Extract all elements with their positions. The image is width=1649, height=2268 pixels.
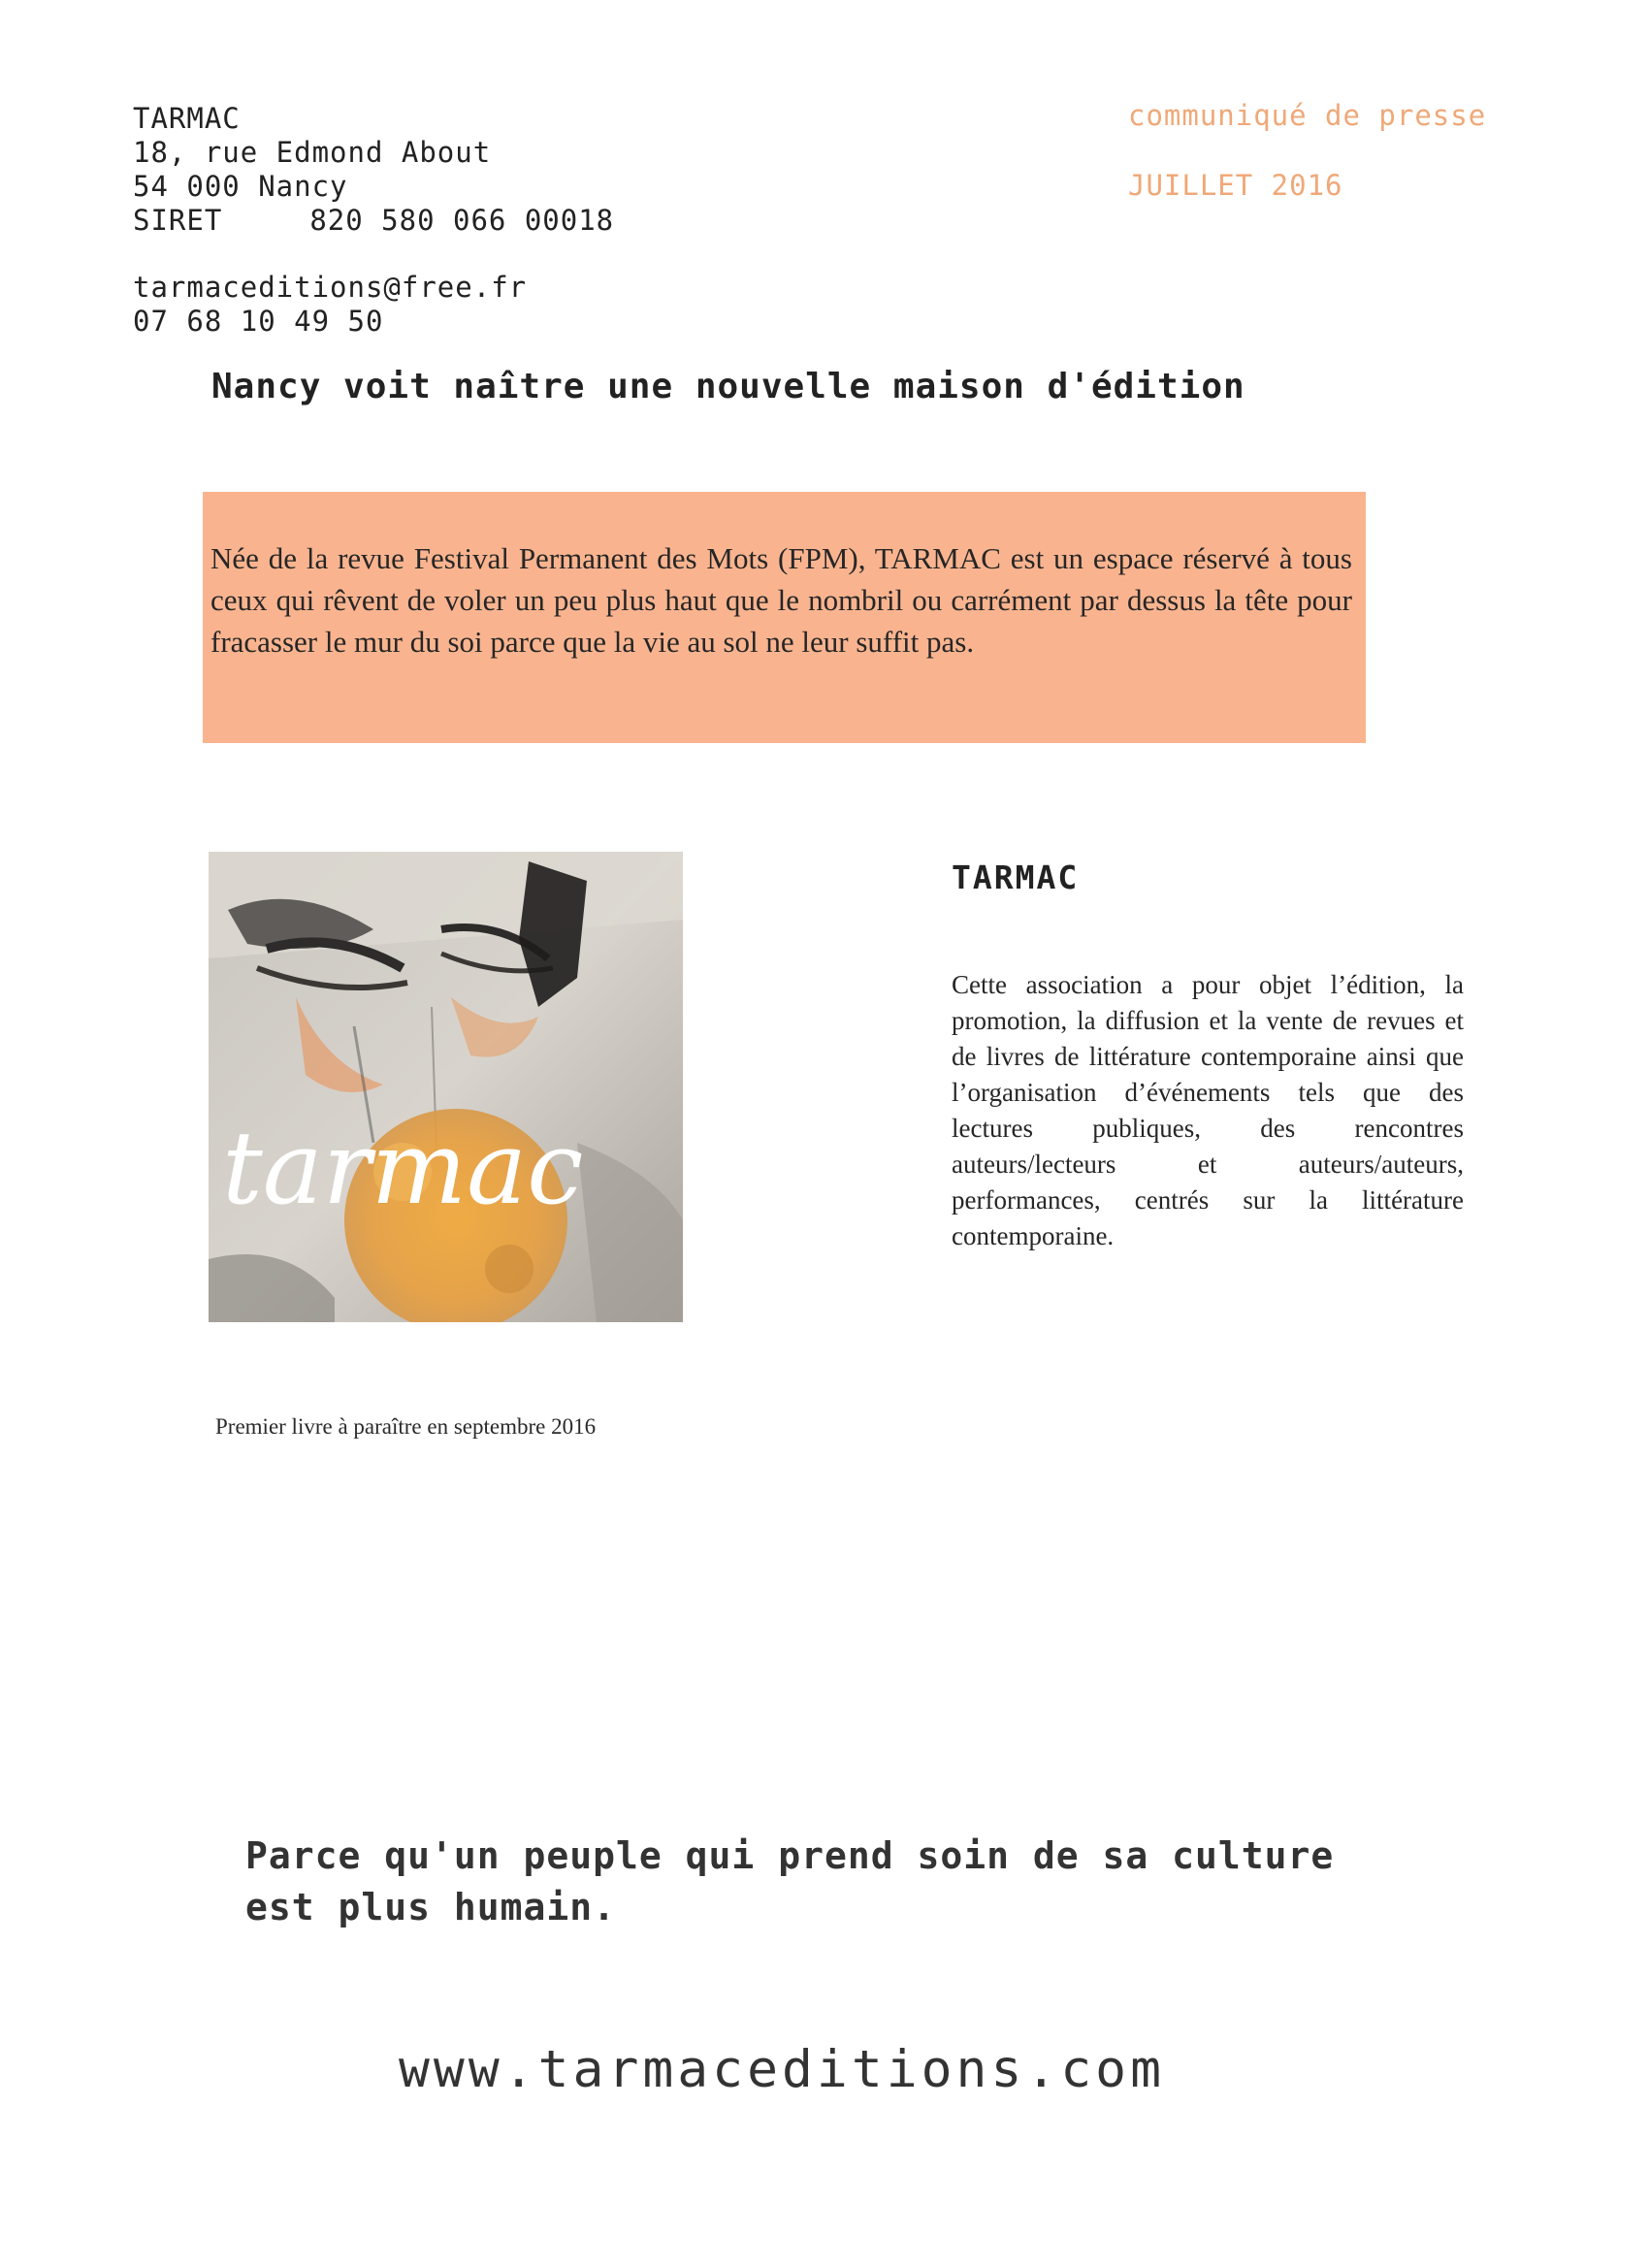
association-title: TARMAC (952, 859, 1080, 896)
sender-street: 18, rue Edmond About (133, 136, 492, 169)
motto (245, 1831, 1334, 1933)
siret-number: 820 580 066 00018 (309, 204, 615, 237)
sender-siret (133, 204, 614, 238)
press-release-date: JUILLET 2016 (1128, 169, 1343, 202)
intro-highlight-box (203, 492, 1366, 743)
cover-title: tarmac (222, 1109, 584, 1227)
sender-name: TARMAC (133, 102, 241, 135)
siret-label: SIRET (133, 204, 223, 237)
website-link[interactable]: www.tarmaceditions.com (399, 2040, 1165, 2099)
press-release-header (1128, 99, 1486, 202)
press-release-label: communiqué de presse (1128, 99, 1487, 132)
intro-text: Née de la revue Festival Permanent des Mots (FPM), TARMAC est un espace réservé à tous ceux qui rêvent de voler un peu plus haut que le nombril ou carrément par dessus la tête pour fracasser le mur du soi parce que la vie au sol ne leur suffit pas. (210, 541, 1352, 659)
motto-line-1: Parce qu'un peuple qui prend soin de sa culture (245, 1834, 1335, 1877)
book-cover-artwork (209, 852, 683, 1322)
sender-phone: 07 68 10 49 50 (133, 305, 384, 338)
sender-city: 54 000 Nancy (133, 170, 348, 203)
cover-caption: Premier livre à paraître en septembre 2016 (215, 1414, 597, 1439)
book-cover-image (209, 852, 683, 1322)
association-description: Cette association a pour objet l’édition, la promotion, la diffusion et la vente de revues et de livres de littérature contemporaine ainsi que l’organisation d’événements tels que des lectures publiques, des rencontres auteurs/lecteurs et auteurs/auteurs, performances, centrés sur la littérature contemporaine. (952, 970, 1464, 1250)
headline: Nancy voit naître une nouvelle maison d'édition (211, 367, 1245, 406)
motto-line-2: est plus humain. (245, 1886, 617, 1928)
sender-email: tarmaceditions@free.fr (133, 271, 528, 304)
sender-address-block (133, 102, 614, 339)
